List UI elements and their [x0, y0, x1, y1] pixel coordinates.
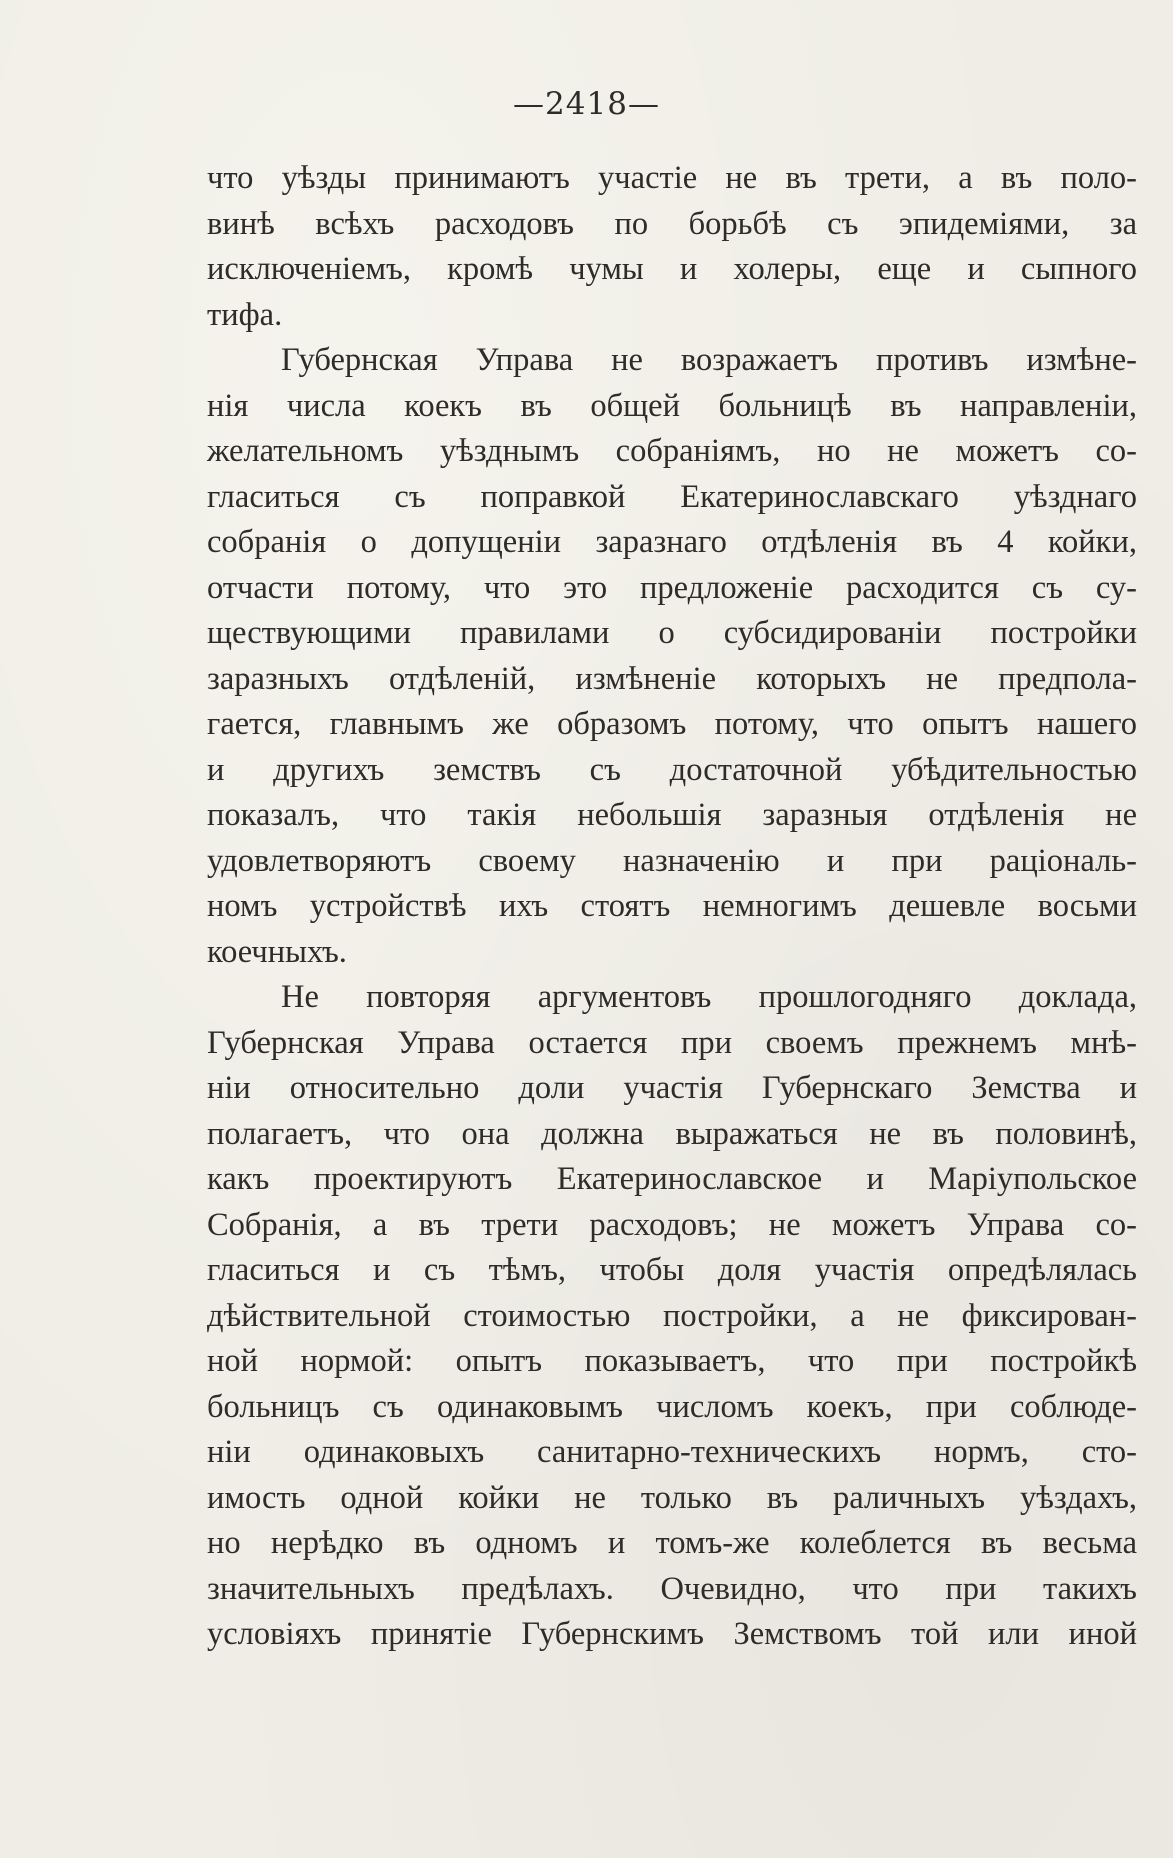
text-line: желательномъ уѣзднымъ собраніямъ, но не можетъ со- — [207, 433, 1137, 469]
text-line: заразныхъ отдѣленій, измѣненіе которыхъ не предпола- — [207, 660, 1137, 697]
text-line: Не повторяя аргументовъ прошлогодняго доклада, — [281, 979, 1137, 1015]
text-line: значительныхъ предѣлахъ. Очевидно, что при такихъ — [207, 1570, 1137, 1607]
text-line: ніи одинаковыхъ санитарно-техническихъ нормъ, сто- — [207, 1434, 1137, 1470]
text-line: Собранія, а въ трети расходовъ; не можетъ Управа со- — [207, 1206, 1137, 1243]
text-line: какъ проектируютъ Екатеринославское и Маріупольское — [207, 1161, 1137, 1197]
text-line: тифа. — [207, 296, 283, 333]
paragraph-2 — [207, 338, 1137, 975]
text-line: нія числа коекъ въ общей больницѣ въ направленіи, — [207, 387, 1137, 424]
text-line: гается, главнымъ же образомъ потому, что опытъ нашего — [207, 706, 1137, 742]
text-line: ществующими правилами о субсидированіи постройки — [207, 615, 1137, 651]
paragraph-3 — [207, 975, 1137, 1658]
text-line: удовлетворяютъ своему назначенію и при раціональ- — [207, 842, 1137, 879]
text-line: коечныхъ. — [207, 933, 347, 970]
text-line: имость одной койки не только въ раличныхъ уѣздахъ, — [207, 1479, 1137, 1516]
paragraph-1 — [207, 156, 1137, 338]
text-line: Губернская Управа не возражаетъ противъ измѣне- — [281, 342, 1137, 378]
text-line: ніи относительно доли участія Губернскаго Земства и — [207, 1070, 1137, 1106]
text-line: номъ устройствѣ ихъ стоятъ немногимъ дешевле восьми — [207, 888, 1137, 924]
text-line: показалъ, что такія небольшія заразныя отдѣленія не — [207, 797, 1137, 833]
text-line: ной нормой: опытъ показываетъ, что при постройкѣ — [207, 1343, 1137, 1379]
text-line: Губернская Управа остается при своемъ прежнемъ мнѣ- — [207, 1024, 1137, 1061]
text-line: и другихъ земствъ съ достаточной убѣдительностью — [207, 751, 1137, 788]
text-line: полагаетъ, что она должна выражаться не въ половинѣ, — [207, 1115, 1137, 1152]
text-line: собранія о допущеніи заразнаго отдѣленія въ 4 койки, — [207, 524, 1137, 560]
text-line: больницъ съ одинаковымъ числомъ коекъ, при соблюде- — [207, 1388, 1137, 1425]
text-line: гласиться и съ тѣмъ, чтобы доля участія опредѣлялась — [207, 1252, 1137, 1288]
text-line: но нерѣдко въ одномъ и томъ-же колеблется въ весьма — [207, 1525, 1137, 1561]
text-line: исключеніемъ, кромѣ чумы и холеры, еще и сыпного — [207, 251, 1137, 287]
text-line: винѣ всѣхъ расходовъ по борьбѣ съ эпидеміями, за — [207, 205, 1137, 242]
text-line: гласиться съ поправкой Екатеринославскаго уѣзднаго — [207, 478, 1137, 515]
text-line: дѣйствительной стоимостью постройки, а не фиксирован- — [207, 1297, 1137, 1334]
page-number: —2418— — [513, 86, 660, 122]
text-line: что уѣзды принимаютъ участіе не въ трети, а въ поло- — [207, 160, 1137, 196]
text-line: условіяхъ принятіе Губернскимъ Земствомъ той или иной — [207, 1616, 1137, 1652]
text-line: отчасти потому, что это предложеніе расходится съ су- — [207, 569, 1137, 606]
body-text — [207, 156, 1137, 1658]
